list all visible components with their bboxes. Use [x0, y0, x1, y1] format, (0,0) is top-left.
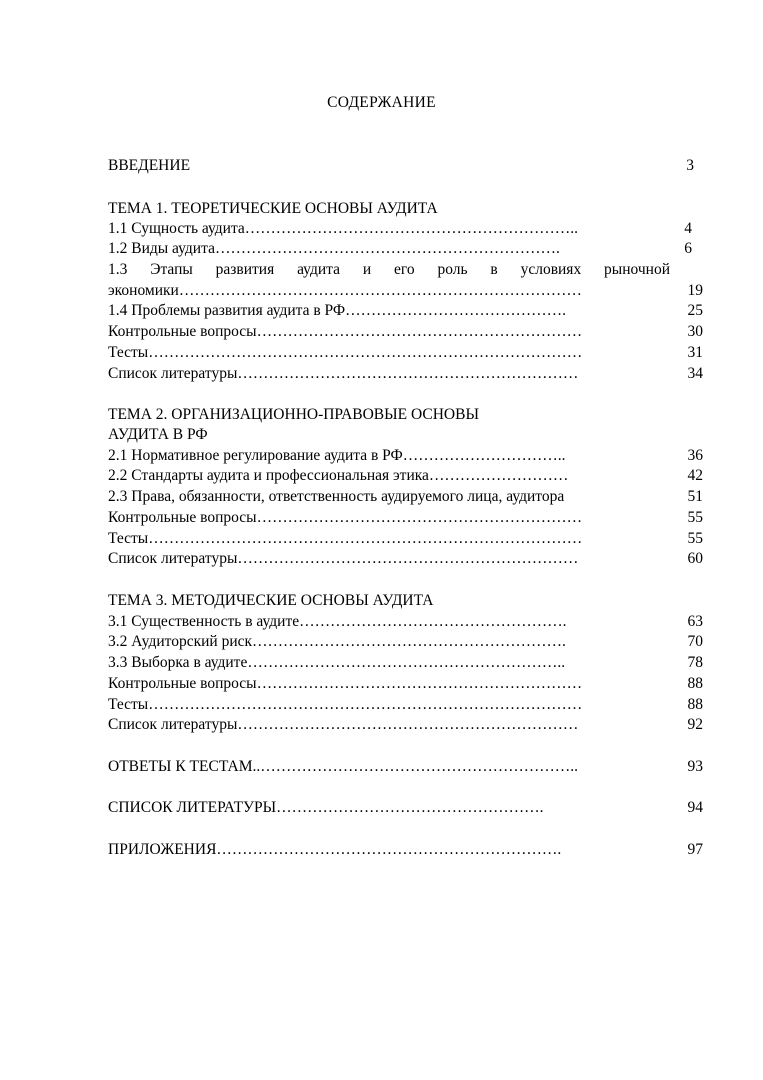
topic2-heading-line1: ТЕМА 2. ОРГАНИЗАЦИОННО-ПРАВОВЫЕ ОСНОВЫ	[108, 406, 479, 423]
toc-item-page: 4	[684, 220, 692, 237]
toc-appendices-page: 97	[687, 841, 703, 858]
toc-item-label: Контрольные вопросы………………………………………………………	[108, 323, 583, 340]
toc-intro-label: ВВЕДЕНИЕ	[108, 157, 191, 174]
topic3-heading: ТЕМА 3. МЕТОДИЧЕСКИЕ ОСНОВЫ АУДИТА	[108, 592, 434, 609]
toc-answers-page: 93	[687, 758, 703, 775]
toc-item-label: Список литературы…………………………………………………………	[108, 550, 579, 567]
toc-answers-label: ОТВЕТЫ К ТЕСТАМ..……………………………………………………..	[108, 758, 578, 775]
toc-item-label: Список литературы…………………………………………………………	[108, 716, 579, 733]
toc-item-label: Тесты…………………………………………………………………………	[108, 344, 583, 361]
toc-references-label: СПИСОК ЛИТЕРАТУРЫ…………………………………………….	[108, 799, 544, 816]
toc-item-label: Тесты…………………………………………………………………………	[108, 696, 583, 713]
toc-item-label: 1.4 Проблемы развития аудита в РФ…………………………………….	[108, 302, 567, 319]
toc-item-label: 3.2 Аудиторский риск…………………………………………………….	[108, 633, 566, 650]
toc-item-label: Контрольные вопросы………………………………………………………	[108, 509, 583, 526]
toc-item-label: Тесты…………………………………………………………………………	[108, 530, 583, 547]
toc-item-label-line2: экономики……………………………………………………………………	[108, 282, 582, 299]
toc-item-label: 2.1 Нормативное регулирование аудита в РФ…………………………..	[108, 447, 566, 464]
toc-item-label: 2.3 Права, обязанности, ответственность аудируемого лица, аудитора	[108, 488, 565, 505]
toc-item-page: 63	[687, 613, 703, 630]
toc-item-label: 3.3 Выборка в аудите……………………………………………………..	[108, 654, 566, 671]
toc-references-page: 94	[687, 799, 703, 816]
toc-item-page: 42	[687, 467, 703, 484]
toc-item-label-line1: 1.3 Этапы развития аудита и его роль в условиях рыночной	[108, 261, 670, 278]
toc-item-page: 25	[687, 302, 703, 319]
toc-item-page: 78	[687, 654, 703, 671]
topic1-heading: ТЕМА 1. ТЕОРЕТИЧЕСКИЕ ОСНОВЫ АУДИТА	[108, 200, 438, 217]
toc-item-page: 36	[687, 447, 703, 464]
toc-item-page: 70	[687, 633, 703, 650]
toc-item-page: 60	[687, 550, 703, 567]
topic2-heading-line2: АУДИТА В РФ	[108, 426, 208, 443]
toc-item-label: 1.1 Сущность аудита………………………………………………………..	[108, 220, 579, 237]
toc-item-label: 3.1 Существенность в аудите…………………………………………….	[108, 613, 567, 630]
toc-item-page: 51	[687, 488, 703, 505]
toc-item-page: 30	[687, 323, 703, 340]
toc-appendices-label: ПРИЛОЖЕНИЯ………………………………………………………….	[108, 841, 562, 858]
toc-item-page: 88	[687, 675, 703, 692]
toc-item-page: 55	[687, 509, 703, 526]
toc-item-page: 92	[687, 716, 703, 733]
toc-item-page: 6	[684, 240, 692, 257]
toc-item-page: 34	[687, 365, 703, 382]
toc-item-label: 2.2 Стандарты аудита и профессиональная этика………………………	[108, 467, 569, 484]
toc-item-label: Контрольные вопросы………………………………………………………	[108, 675, 583, 692]
toc-intro-page: 3	[686, 157, 694, 174]
toc-item-page: 88	[687, 696, 703, 713]
toc-item-page: 31	[687, 344, 703, 361]
toc-item-page: 55	[687, 530, 703, 547]
toc-title: СОДЕРЖАНИЕ	[327, 94, 436, 111]
toc-item-label: Список литературы…………………………………………………………	[108, 365, 579, 382]
toc-item-label: 1.2 Виды аудита………………………………………………………….	[108, 240, 560, 257]
toc-item-page: 19	[687, 282, 703, 299]
